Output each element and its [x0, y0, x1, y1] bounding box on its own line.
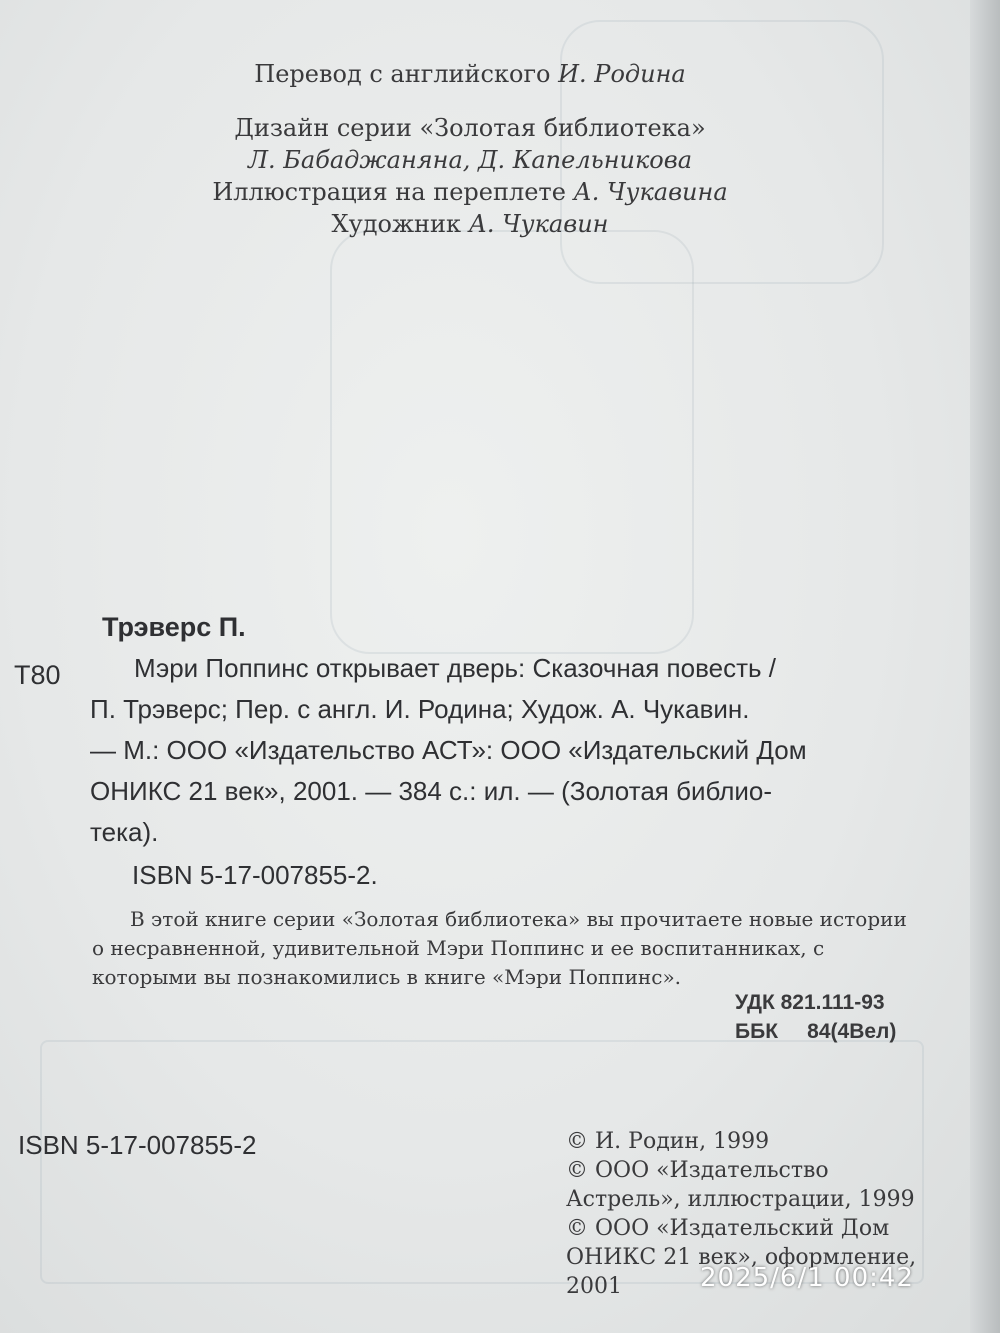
annotation-line: которыми вы познакомились в книге «Мэри Поппинс». — [92, 965, 682, 989]
show-through-illustration — [330, 230, 694, 654]
cover-illustration-line: Иллюстрация на переплете А. Чукавина — [212, 178, 728, 206]
series-designers-line: Л. Бабаджаняна, Д. Капельникова — [247, 146, 693, 174]
page-edge-shadow — [970, 0, 1000, 1333]
catalog-index-code: Т80 — [14, 660, 61, 690]
artist-line: Художник А. Чукавин — [331, 210, 609, 238]
bib-line: ОНИКС 21 век», 2001. — 384 с.: ил. — (Золотая библио- — [90, 776, 773, 806]
credits-block — [0, 58, 940, 240]
bib-line: — М.: ООО «Издательство АСТ»: ООО «Издательский Дом — [90, 735, 807, 765]
copyright-line: ОНИКС 21 век», оформление, — [566, 1245, 917, 1270]
copyright-line: © ООО «Издательский Дом — [566, 1216, 890, 1241]
bib-line: П. Трэверс; Пер. с англ. И. Родина; Худож. А. Чукавин. — [90, 694, 750, 724]
bib-line: Мэри Поппинс открывает дверь: Сказочная повесть / — [134, 653, 776, 683]
bbk-code: ББК 84(4Вел) — [735, 1020, 897, 1043]
catalog-isbn: ISBN 5-17-007855-2. — [132, 860, 378, 890]
classification-codes — [735, 988, 896, 1046]
bib-line: тека). — [90, 817, 159, 847]
copyright-line: © ООО «Издательство — [566, 1158, 829, 1183]
annotation-line: В этой книге серии «Золотая библиотека» вы прочитаете новые истории — [130, 907, 907, 931]
annotation — [92, 905, 934, 992]
series-design-line: Дизайн серии «Золотая библиотека» — [234, 114, 706, 142]
catalog-author: Трэверс П. — [102, 612, 246, 642]
copyright-line: Астрель», иллюстрации, 1999 — [566, 1187, 915, 1212]
bibliographic-description — [90, 648, 930, 853]
translation-line: Перевод с английского И. Родина — [254, 60, 686, 88]
copyright-line: 2001 — [566, 1274, 622, 1299]
footer-isbn: ISBN 5-17-007855-2 — [18, 1130, 257, 1160]
annotation-line: о несравненной, удивительной Мэри Поппинс и ее воспитанниках, с — [92, 936, 825, 960]
copyright-line: © И. Родин, 1999 — [566, 1129, 770, 1154]
photo-timestamp: 2025/6/1 00:42 — [700, 1263, 914, 1293]
udk-code: УДК 821.111-93 — [735, 991, 885, 1014]
